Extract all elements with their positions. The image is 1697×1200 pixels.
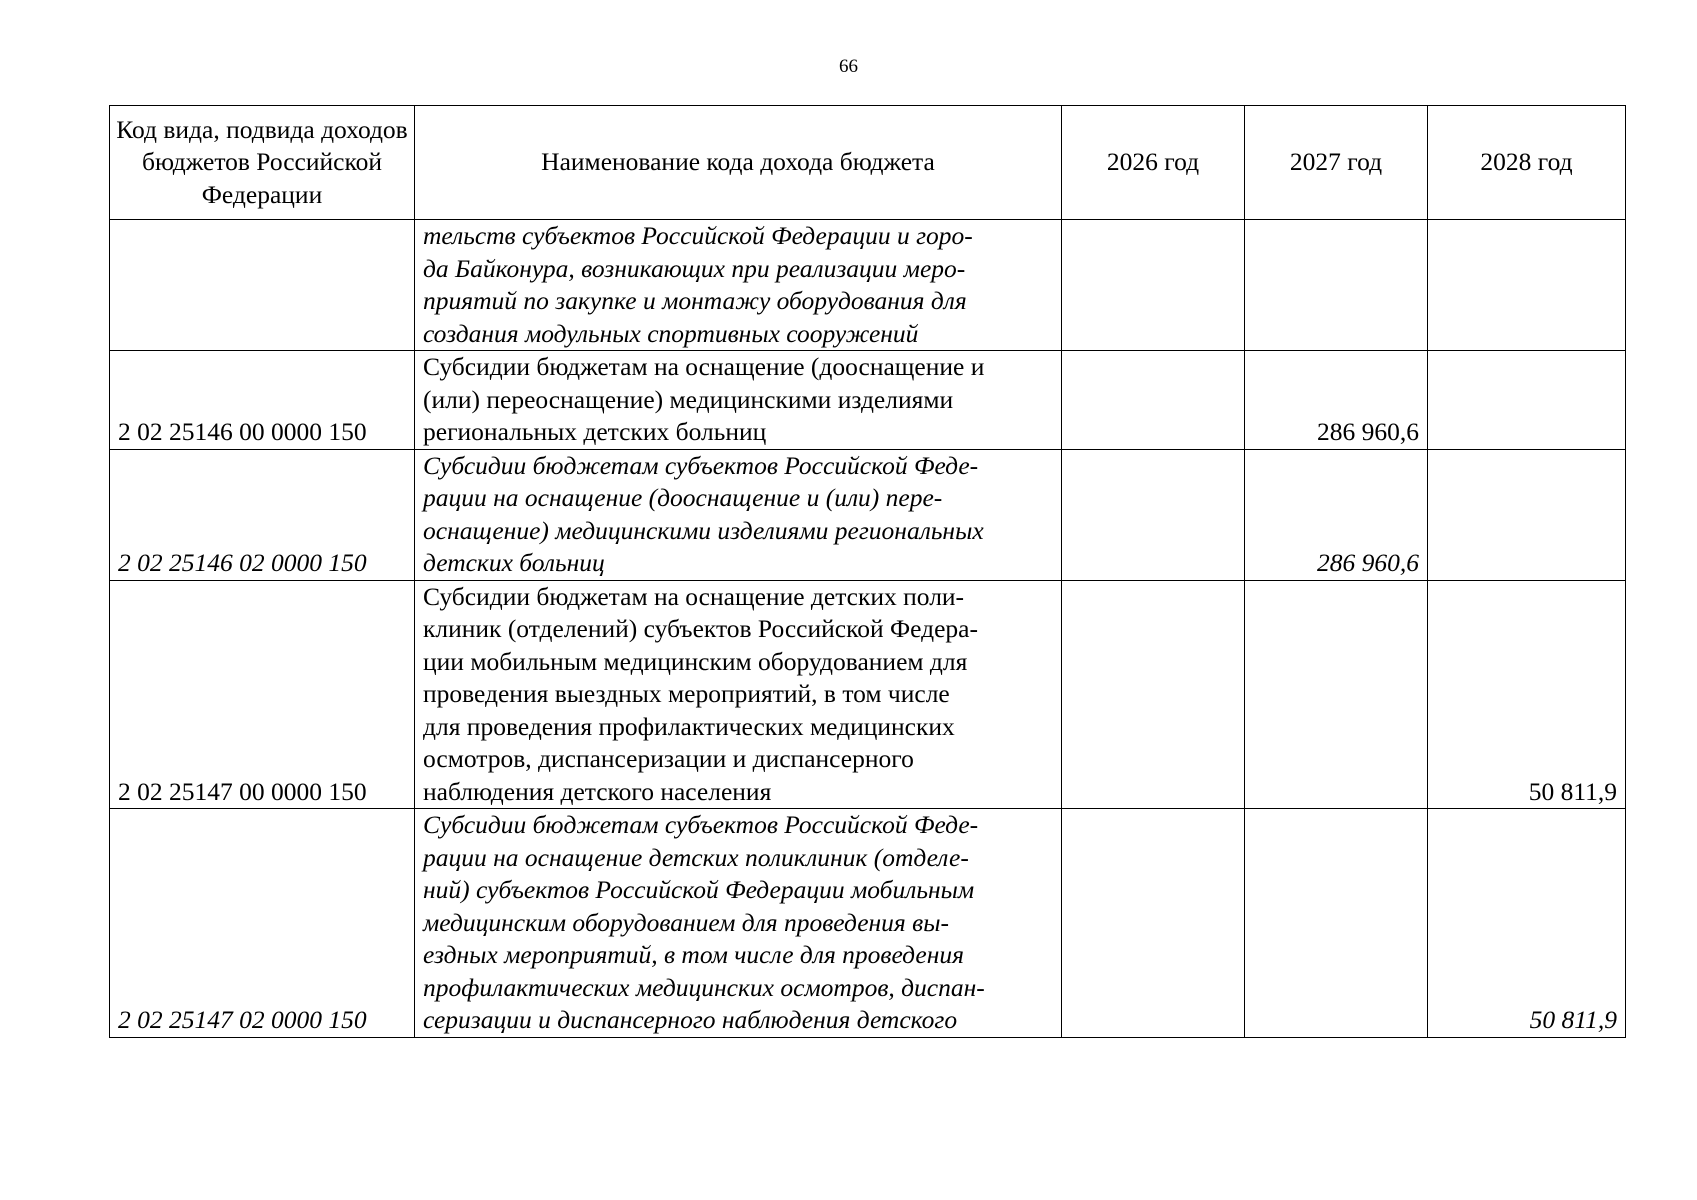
row-name-line: серизации и диспансерного наблюдения детского bbox=[423, 1005, 958, 1034]
row-code: 2 02 25147 00 0000 150 bbox=[110, 580, 415, 809]
row-value-year-2028 bbox=[1428, 351, 1626, 450]
row-name-line: (или) переоснащение) медицинскими изделиями bbox=[423, 384, 954, 414]
row-value-year-2028 bbox=[1428, 220, 1626, 351]
header-name: Наименование кода дохода бюджета bbox=[415, 106, 1062, 220]
row-name-line: Субсидии бюджетам субъектов Российской Феде- bbox=[423, 810, 979, 839]
row-value-year-2026 bbox=[1062, 351, 1245, 450]
table-row bbox=[110, 220, 1626, 351]
row-value-year-2027 bbox=[1245, 809, 1428, 1038]
row-code: 2 02 25146 02 0000 150 bbox=[110, 449, 415, 580]
row-name-line: Субсидии бюджетам на оснащение детских поли- bbox=[423, 581, 965, 611]
row-value-year-2026 bbox=[1062, 220, 1245, 351]
row-name-line: рации на оснащение (дооснащение и (или) пере- bbox=[423, 483, 943, 512]
row-name-line: осмотров, диспансеризации и диспансерного bbox=[423, 744, 914, 773]
row-value-year-2026 bbox=[1062, 449, 1245, 580]
table-header-row bbox=[110, 106, 1626, 220]
row-name-line: наблюдения детского населения bbox=[423, 776, 772, 806]
header-year-2026: 2026 год bbox=[1062, 106, 1245, 220]
row-value-year-2026 bbox=[1062, 580, 1245, 809]
row-code bbox=[110, 220, 415, 351]
table-row bbox=[110, 580, 1626, 809]
row-name-line: приятий по закупке и монтажу оборудования для bbox=[423, 286, 967, 315]
row-value-year-2027 bbox=[1245, 220, 1428, 351]
row-value-year-2027 bbox=[1245, 580, 1428, 809]
row-name-line: региональных детских больниц bbox=[423, 417, 767, 446]
row-value-year-2028: 50 811,9 bbox=[1428, 809, 1626, 1038]
row-name-line: ний) субъектов Российской Федерации мобильным bbox=[423, 875, 975, 904]
header-year-2027: 2027 год bbox=[1245, 106, 1428, 220]
header-code: Код вида, подвида доходов бюджетов Российской Федерации bbox=[110, 106, 415, 220]
row-name-line: клиник (отделений) субъектов Российской Федера- bbox=[423, 614, 978, 643]
page-number: 66 bbox=[839, 56, 858, 77]
row-name-line: детских больниц bbox=[423, 548, 605, 577]
row-name bbox=[415, 220, 1062, 351]
row-name-line: ездных мероприятий, в том числе для проведения bbox=[423, 940, 964, 969]
row-name-line: медицинским оборудованием для проведения вы- bbox=[423, 907, 949, 937]
table-row bbox=[110, 351, 1626, 450]
row-name-line: Субсидии бюджетам субъектов Российской Феде- bbox=[423, 450, 979, 480]
row-name-line: ции мобильным медицинским оборудованием для bbox=[423, 646, 968, 676]
row-code: 2 02 25146 00 0000 150 bbox=[110, 351, 415, 450]
row-value-year-2028 bbox=[1428, 449, 1626, 580]
row-name-line: тельств субъектов Российской Федерации и горо- bbox=[423, 221, 973, 250]
row-name bbox=[415, 809, 1062, 1038]
row-value-year-2026 bbox=[1062, 809, 1245, 1038]
row-value-year-2027: 286 960,6 bbox=[1245, 351, 1428, 450]
table-row bbox=[110, 449, 1626, 580]
row-name bbox=[415, 351, 1062, 450]
row-code: 2 02 25147 02 0000 150 bbox=[110, 809, 415, 1038]
row-name-line: профилактических медицинских осмотров, диспан- bbox=[423, 972, 985, 1002]
row-name-line: проведения выездных мероприятий, в том числе bbox=[423, 679, 950, 708]
row-name-line: да Байконура, возникающих при реализации меро- bbox=[423, 253, 966, 283]
row-name-line: создания модульных спортивных сооружений bbox=[423, 318, 919, 348]
budget-revenue-table bbox=[109, 105, 1626, 1038]
row-value-year-2028: 50 811,9 bbox=[1428, 580, 1626, 809]
row-name-line: оснащение) медицинскими изделиями региональных bbox=[423, 515, 984, 545]
row-name-line: для проведения профилактических медицинских bbox=[423, 711, 955, 741]
row-name-line: рации на оснащение детских поликлиник (отделе- bbox=[423, 842, 969, 872]
header-year-2028: 2028 год bbox=[1428, 106, 1626, 220]
table-row bbox=[110, 809, 1626, 1038]
row-value-year-2027: 286 960,6 bbox=[1245, 449, 1428, 580]
row-name-line: Субсидии бюджетам на оснащение (дооснащение и bbox=[423, 352, 985, 381]
row-name bbox=[415, 580, 1062, 809]
row-name bbox=[415, 449, 1062, 580]
